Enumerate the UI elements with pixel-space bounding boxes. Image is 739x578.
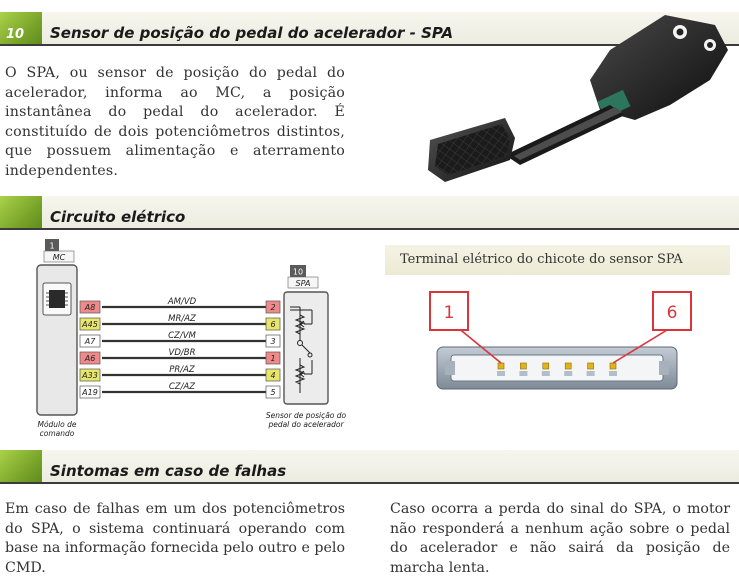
intro-paragraph: O SPA, ou sensor de posição do pedal do acelerador, informa ao MC, a posição instantânea do pedal do acelerador. É constituído de dois potenciômetros distintos, que possuem alimentação e aterramento independentes.: [5, 65, 345, 179]
wire-color-label: AM/VD: [167, 297, 197, 307]
connector-slot: [497, 371, 505, 376]
spa-caption-line1: Sensor de posição do: [265, 411, 347, 420]
mc-pin-label: A33: [82, 371, 98, 380]
wire-layer: [80, 297, 280, 398]
mc-pin-label: A19: [82, 388, 98, 397]
spa-pin-label: 2: [270, 303, 276, 312]
mc-tag-number: 1: [49, 241, 55, 251]
section-header-circuit: [0, 196, 739, 230]
section-title: Sensor de posição do pedal do acelerador - SPA: [50, 24, 454, 42]
wire-2: [80, 314, 280, 330]
spa-sensor-box: [284, 292, 328, 404]
spa-pin-label: 4: [270, 371, 276, 380]
connector-slot: [542, 371, 550, 376]
connector-pin: [588, 363, 594, 369]
section-rule: [0, 228, 739, 230]
wire-color-label: CZ/AZ: [168, 382, 196, 392]
circuit-diagram: [0, 235, 380, 445]
spa-pin-label: 3: [270, 337, 276, 346]
terminal-connector-image: [385, 275, 730, 415]
wire-4: [80, 348, 280, 364]
mc-pin-label: A7: [84, 337, 96, 346]
mc-pin-label: A8: [84, 303, 96, 312]
connector-pin: [520, 363, 526, 369]
callout-label-6: 6: [666, 303, 678, 323]
connector-pin: [498, 363, 504, 369]
wire-3: [80, 331, 280, 347]
spa-caption-line2: pedal do acelerador: [268, 420, 344, 429]
wire-5: [80, 365, 280, 381]
mc-pin-label: A45: [82, 320, 98, 329]
mc-caption-line1: Módulo de: [37, 420, 77, 429]
section-number: 10: [6, 27, 25, 42]
spa-tag: [288, 265, 318, 288]
spa-tag-label: SPA: [295, 279, 311, 288]
mc-tag: [44, 239, 74, 262]
mc-pin-label: A6: [84, 354, 96, 363]
spa-pin-label: 1: [270, 354, 276, 363]
section-header-symptoms: [0, 450, 739, 484]
connector-pin: [565, 363, 571, 369]
wire-color-label: PR/AZ: [169, 365, 195, 375]
connector-pin: [543, 363, 549, 369]
wire-color-label: VD/BR: [168, 348, 196, 358]
mc-chip-icon: [49, 290, 65, 308]
section-accent: [0, 196, 42, 230]
connector-slot: [587, 371, 595, 376]
terminal-title-bar: [385, 245, 730, 275]
section-title: Sintomas em caso de falhas: [50, 462, 287, 480]
spa-tag-number: 10: [292, 267, 304, 277]
connector-slot: [519, 371, 527, 376]
section-rule: [0, 482, 739, 484]
symptoms-right-paragraph: Caso ocorra a perda do sinal do SPA, o motor não responderá a nenhum ação sobre o pedal do acelerador e não sairá da posição de marcha lenta.: [390, 501, 730, 576]
connector-pin: [610, 363, 616, 369]
wire-color-label: MR/AZ: [168, 314, 196, 324]
callout-label-1: 1: [443, 303, 455, 323]
terminal-title: Terminal elétrico do chicote do sensor SPA: [400, 252, 683, 267]
mc-caption-line2: comando: [39, 429, 75, 438]
wire-1: [80, 297, 280, 313]
mc-tag-label: MC: [52, 253, 66, 262]
section-accent: [0, 450, 42, 484]
wire-6: [80, 382, 280, 398]
spa-pin-label: 6: [270, 320, 276, 329]
spa-pin-label: 5: [270, 388, 276, 397]
connector-slot: [564, 371, 572, 376]
section-title: Circuito elétrico: [50, 208, 186, 226]
wire-color-label: CZ/VM: [168, 331, 196, 341]
accelerator-pedal-image: [410, 10, 735, 195]
connector-slot: [609, 371, 617, 376]
symptoms-left-paragraph: Em caso de falhas em um dos potenciômetros do SPA, o sistema continuará operando com base na informação fornecida pelo outro e pelo CMD.: [5, 501, 345, 576]
